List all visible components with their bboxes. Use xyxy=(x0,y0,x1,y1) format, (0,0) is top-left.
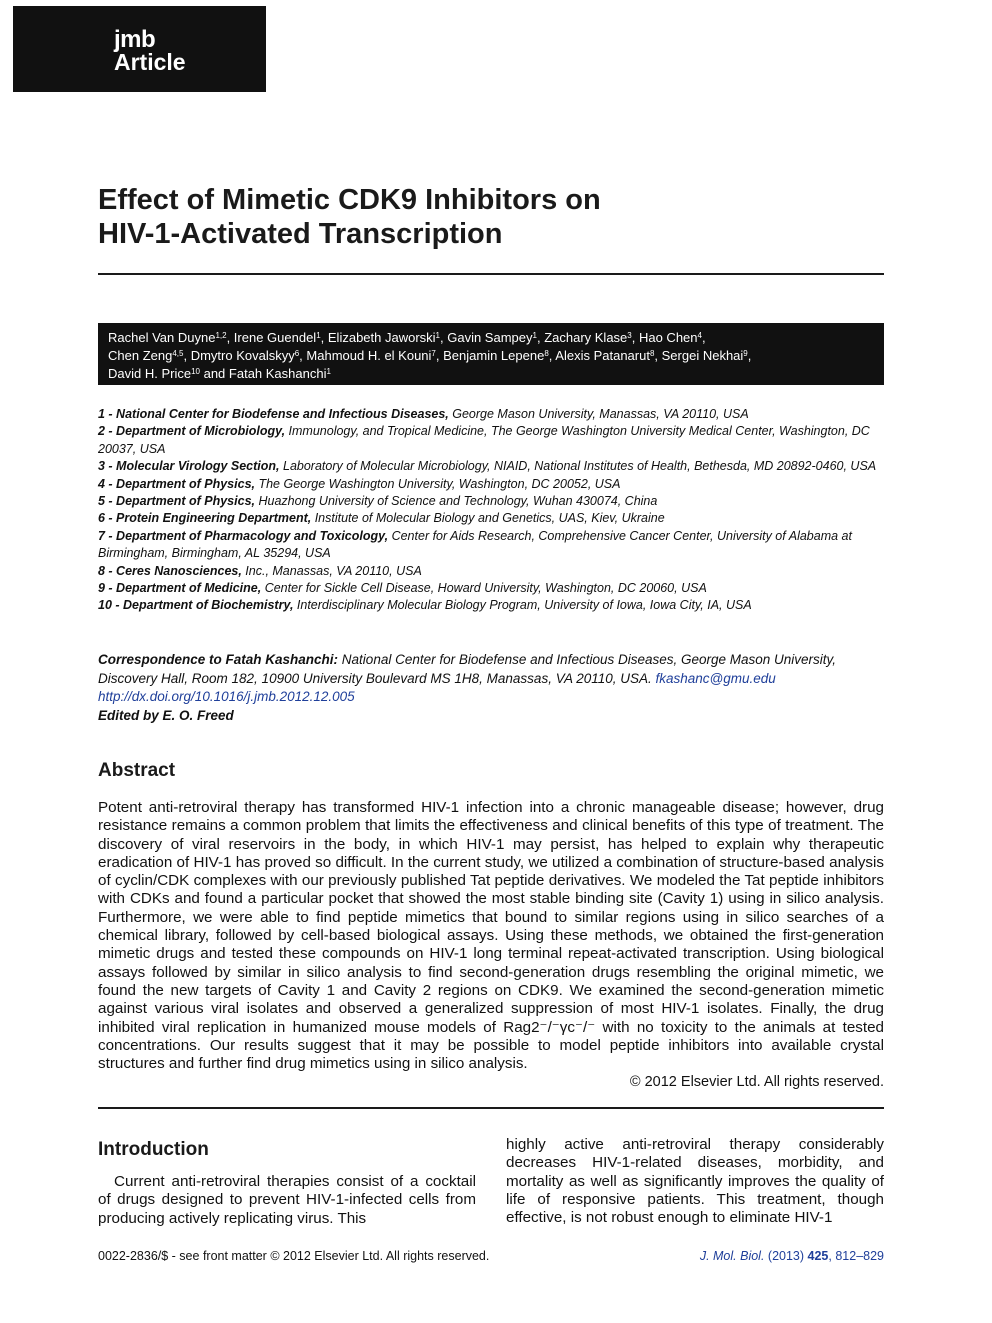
footer-front-matter: 0022-2836/$ - see front matter © 2012 Elsevier Ltd. All rights reserved. xyxy=(98,1249,490,1263)
author-separator: , xyxy=(631,330,639,345)
affiliation-item xyxy=(98,458,884,475)
author-affiliation-mark: 4,5 xyxy=(172,349,184,358)
author-affiliation-mark: 7 xyxy=(431,349,436,358)
affiliation-department: 9 - Department of Medicine, xyxy=(98,581,262,596)
logo-line2: Article xyxy=(114,49,186,75)
affiliation-item xyxy=(98,476,884,493)
author-name: Zachary Klase xyxy=(544,330,628,345)
affiliation-address: Institute of Molecular Biology and Genetics, UAS, Kiev, Ukraine xyxy=(311,511,665,526)
author-affiliation-mark: 8 xyxy=(649,349,655,358)
editor-line: Edited by E. O. Freed xyxy=(98,707,234,723)
author-separator: , xyxy=(701,330,706,345)
author-list xyxy=(108,329,874,383)
footer-pages: , 812–829 xyxy=(828,1249,884,1263)
affiliation-item xyxy=(98,580,884,597)
correspondence-label: Correspondence to Fatah Kashanchi: xyxy=(98,652,339,667)
author-affiliation-mark: 1 xyxy=(435,331,440,340)
title-line2: HIV-1-Activated Transcription xyxy=(98,218,503,250)
author-separator: , xyxy=(654,348,662,363)
author-separator: and xyxy=(199,366,229,381)
article-title xyxy=(98,183,798,251)
author-affiliation-mark: 1 xyxy=(316,331,321,340)
footer-journal: J. Mol. Biol. xyxy=(699,1249,765,1263)
introduction-left-column: Current anti-retroviral therapies consist of a cocktail of drugs designed to prevent HIV-1-infected cells from producing actively replicating virus. This xyxy=(98,1173,476,1227)
author-affiliation-mark: 10 xyxy=(191,367,200,376)
affiliation-address: Center for Aids Research, Comprehensive Cancer Center, University of Alabama at Birmingham, Birmingham, AL 35294, USA xyxy=(98,528,852,561)
affiliation-address: Immunology, and Tropical Medicine, The George Washington University Medical Center, Washington, DC 20037, USA xyxy=(98,424,870,456)
author-name: Irene Guendel xyxy=(233,330,317,345)
journal-logo xyxy=(13,6,266,92)
author-name: Dmytro Kovalskyy xyxy=(190,348,295,363)
affiliation-address: Inc., Manassas, VA 20110, USA xyxy=(241,563,422,578)
author-name: Elizabeth Jaworski xyxy=(327,330,436,345)
author-separator: , xyxy=(183,348,191,363)
introduction-heading: Introduction xyxy=(98,1139,209,1160)
footer-volume: 425 xyxy=(807,1249,829,1263)
affiliation-address: George Mason University, Manassas, VA 20110, USA xyxy=(448,407,749,421)
affiliation-address: Laboratory of Molecular Microbiology, NIAID, National Institutes of Health, Bethesda, MD 20892-0460, USA xyxy=(279,459,877,474)
author-affiliation-mark: 8 xyxy=(544,349,549,358)
author-separator: , xyxy=(226,330,234,345)
affiliation-department: 3 - Molecular Virology Section, xyxy=(98,459,280,474)
author-affiliation-mark: 4 xyxy=(697,331,702,340)
affiliation-department: 7 - Department of Pharmacology and Toxicology, xyxy=(98,528,389,543)
correspondence-block xyxy=(98,651,884,725)
title-line1: Effect of Mimetic CDK9 Inhibitors on xyxy=(98,184,601,216)
affiliation-department: 6 - Protein Engineering Department, xyxy=(98,511,312,526)
author-affiliation-mark: 1 xyxy=(326,367,331,376)
author-name: Rachel Van Duyne xyxy=(108,330,216,345)
affiliation-item xyxy=(98,528,884,563)
title-divider xyxy=(98,273,884,275)
affiliation-address: Huazhong University of Science and Technology, Wuhan 430074, China xyxy=(255,494,658,509)
abstract-text: Potent anti-retroviral therapy has transformed HIV-1 infection into a chronic manageable disease; however, drug resistance remains a common problem that limits the effectiveness and clinical benefits of this type of treatment. The discovery of viral reservoirs in the body, in which HIV-1 may persist, has helped to explain why therapeutic eradication of HIV-1 has proved so difficult. In the current study, we utilized a combination of structure-based analysis of cyclin/CDK complexes with our previously published Tat peptide derivatives. We modeled the Tat peptide inhibitors with CDKs and found a particular pocket that showed the most stable binding site (Cavity 1) using in silico analysis. Furthermore, we were able to find peptide mimetics that bound to similar regions using in silico searches of a chemical library, followed by cell-based biological assays. Using these methods, we obtained the first-generation mimetic drugs and tested these compounds on HIV-1 long terminal repeat-activated transcription. Using biological assays followed by similar in silico analysis to find second-generation drugs resembling the original mimetic, we found the new targets of Cavity 1 and Cavity 2 regions on CDK9. We examined the second-generation mimetic against various viral isolates and observed a generalized suppression of most HIV-1 isolates. Finally, the drug inhibited viral replication in humanized mouse models of Rag2⁻/⁻γc⁻/⁻ with no toxicity to the animals at tested concentrations. Our results suggest that it may be possible to model peptide inhibitors into available crystal structures and further find drug mimetics using in silico analysis. xyxy=(98,799,884,1073)
doi-link[interactable]: http://dx.doi.org/10.1016/j.jmb.2012.12.005 xyxy=(98,689,355,704)
affiliation-department: 8 - Ceres Nanosciences, xyxy=(98,563,242,578)
affiliation-item xyxy=(98,510,884,527)
logo-line1: jmb xyxy=(114,26,156,53)
affiliation-item xyxy=(98,406,884,423)
affiliation-department: 5 - Department of Physics, xyxy=(98,494,255,509)
author-separator: , xyxy=(747,348,752,363)
author-name: David H. Price xyxy=(108,366,192,381)
author-name: Chen Zeng xyxy=(108,348,173,363)
affiliation-department: 4 - Department of Physics, xyxy=(98,476,255,491)
affiliation-item xyxy=(98,597,884,614)
affiliation-address: Center for Sickle Cell Disease, Howard University, Washington, DC 20060, USA xyxy=(261,581,707,596)
footer-year: (2013) xyxy=(764,1249,808,1263)
author-name: Gavin Sampey xyxy=(447,330,533,345)
author-name: Hao Chen xyxy=(638,330,698,345)
abstract-heading: Abstract xyxy=(98,760,176,781)
introduction-right-column: highly active anti-retroviral therapy considerably decreases HIV-1-related diseases, morbidity, and mortality as well as significantly improves the quality of life of responsive patients. This treatment, though effective, is not robust enough to eliminate HIV-1 xyxy=(506,1136,884,1227)
affiliation-department: 10 - Department of Biochemistry, xyxy=(98,598,294,613)
author-separator: , xyxy=(435,348,444,363)
copyright-notice: © 2012 Elsevier Ltd. All rights reserved. xyxy=(629,1074,884,1090)
affiliation-address: The George Washington University, Washington, DC 20052, USA xyxy=(255,476,621,491)
affiliation-item xyxy=(98,493,884,510)
author-affiliation-mark: 1 xyxy=(532,331,537,340)
affiliation-item xyxy=(98,563,884,580)
author-name: Benjamin Lepene xyxy=(443,348,545,363)
affiliation-list xyxy=(98,406,884,615)
correspondence-address: National Center for Biodefense and Infectious Diseases, George Mason University, Discovery Hall, Room 182, 10900 University Boulevard MS 1H8, Manassas, VA 20110, USA. xyxy=(98,652,837,686)
abstract-divider xyxy=(98,1107,884,1109)
correspondence-email-link[interactable]: fkashanc@gmu.edu xyxy=(655,670,776,686)
author-affiliation-mark: 1,2 xyxy=(215,331,227,340)
author-separator: , xyxy=(548,348,556,363)
author-separator: , xyxy=(536,330,545,345)
author-affiliation-mark: 6 xyxy=(294,349,300,358)
author-separator: , xyxy=(440,330,448,345)
author-affiliation-mark: 3 xyxy=(627,331,632,340)
author-name: Fatah Kashanchi xyxy=(228,366,327,381)
affiliation-department: 2 - Department of Microbiology, xyxy=(98,424,286,439)
author-list-box xyxy=(98,323,884,385)
footer-citation[interactable] xyxy=(700,1249,884,1263)
author-name: Mahmoud H. el Kouni xyxy=(306,348,432,363)
affiliation-item xyxy=(98,423,884,458)
author-name: Sergei Nekhai xyxy=(661,348,744,363)
affiliation-address: Interdisciplinary Molecular Biology Program, University of Iowa, Iowa City, IA, USA xyxy=(293,598,752,613)
affiliation-department: 1 - National Center for Biodefense and Infectious Diseases, xyxy=(98,407,449,421)
author-separator: , xyxy=(320,330,328,345)
author-affiliation-mark: 9 xyxy=(743,349,748,358)
author-separator: , xyxy=(299,348,307,363)
author-name: Alexis Patanarut xyxy=(555,348,650,363)
